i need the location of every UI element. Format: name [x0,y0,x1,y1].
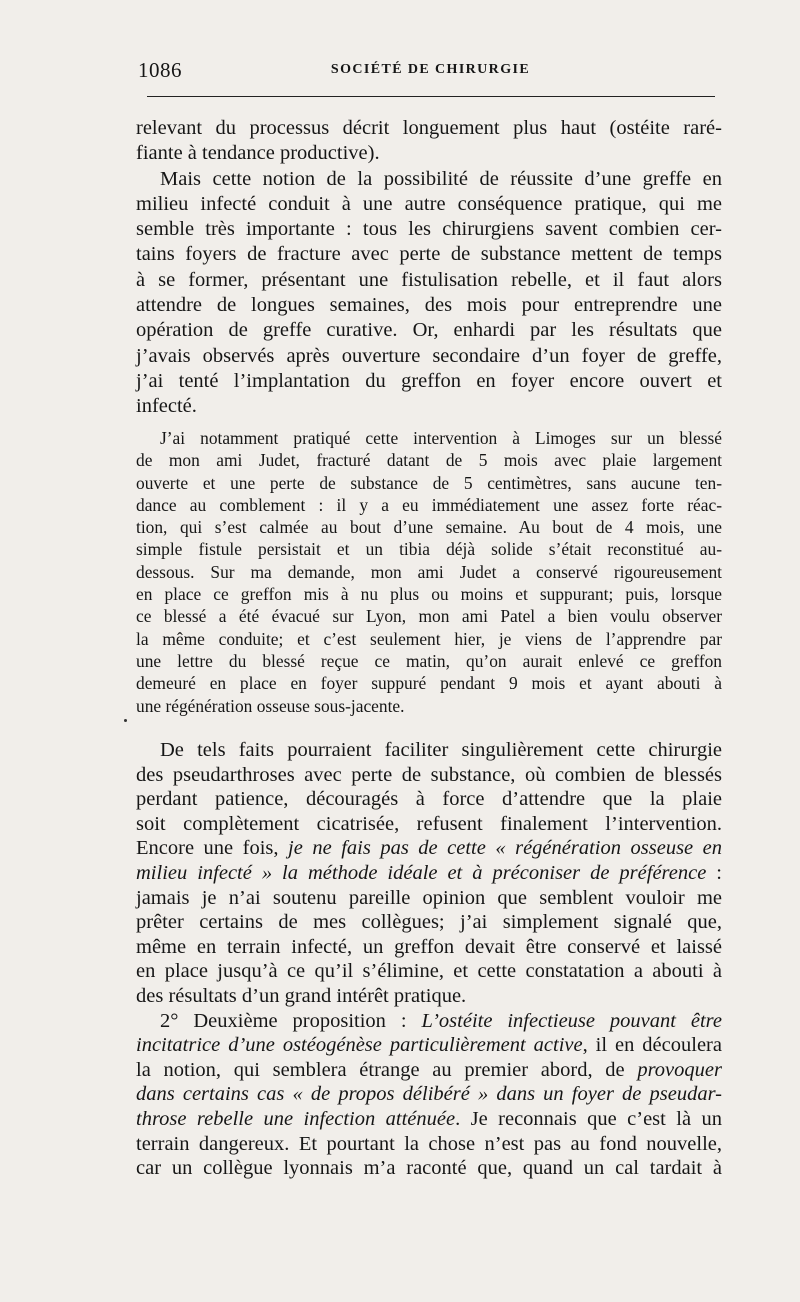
text-line: tion, qui s’est calmée au bout d’une semaine. Au bout de 4 mois, une [136,517,722,538]
text-line: une régénération osseuse sous-jacente. [136,695,405,716]
text-line: jamais je n’ai soutenu pareille opinion que semblent vouloir me [136,886,722,909]
text-line: à se former, présentant une fistulisation rebelle, et il faut alors [136,268,722,291]
italic-run: incitatrice d’une ostéogénèse particulièrement active [136,1034,583,1057]
text-line: semble très importante : tous les chirurgiens savent combien cer- [136,218,722,241]
text-line [136,836,722,861]
text-line: milieu infecté conduit à une autre conséquence pratique, qui me [136,192,722,215]
header-rule [147,96,715,97]
text-line: en place jusqu’à ce qu’il s’élimine, et cette constatation a abouti à [136,960,722,983]
paragraph-block-1 [136,116,722,420]
italic-run: L’ostéite infectieuse pouvant être [421,1009,722,1032]
text-line: de mon ami Judet, fracturé datant de 5 mois avec plaie largement [136,450,722,471]
text-line [136,1107,722,1132]
text-line [136,861,722,886]
text-run: Encore une fois, [136,837,289,860]
text-line: infecté. [136,395,197,418]
text-line: demeuré en place en foyer suppuré pendant 9 mois et ayant abouti à [136,673,722,694]
text-line: car un collègue lyonnais m’a raconté que, quand un cal tardait à [136,1157,722,1180]
text-run: la notion, qui semblera étrange au premier abord, de [136,1058,638,1081]
text-line: perdant patience, découragés à force d’attendre que la plaie [136,788,722,811]
text-line: De tels faits pourraient faciliter singulièrement cette chirurgie [160,739,722,761]
text-line: terrain dangereux. Et pourtant la chose n’est pas au fond nouvelle, [136,1132,722,1155]
text-line: une lettre du blessé reçue ce matin, qu’on aurait enlevé ce greffon [136,650,722,671]
text-line: ouverte et une perte de substance de 5 centimètres, sans aucune ten- [136,472,722,493]
text-line: j’avais observés après ouverture secondaire d’un foyer de greffe, [136,344,722,367]
paragraph-block-2 [136,738,722,1181]
text-line: j’ai tenté l’implantation du greffon en foyer encore ouvert et [136,369,722,392]
text-line: des pseudarthroses avec perte de substance, où combien de blessés [136,763,722,786]
text-line: J’ai notamment pratiqué cette intervention à Limoges sur un blessé [160,428,722,448]
text-line: opération de greffe curative. Or, enhardi par les résultats que [136,319,722,342]
text-run: 2° Deuxième proposition : [160,1009,422,1032]
text-line: des résultats d’un grand intérêt pratique. [136,984,467,1007]
text-line: soit complètement cicatrisée, refusent finalement l’intervention. [136,812,722,835]
text-run: . Je reconnais que c’est là un [455,1107,722,1130]
text-line [136,1033,722,1058]
text-line: simple fistule persistait et un tibia déjà solide s’était reconstitué au- [136,539,722,560]
text-run: : [706,861,722,884]
italic-run: milieu infecté » la méthode idéale et à préconiser de préférence [136,861,707,884]
text-line: dance au comblement : il y a eu immédiatement une assez forte réac- [136,494,722,515]
text-line: en place ce greffon mis à nu plus ou moins et suppurant; puis, lorsque [136,584,722,605]
text-line: même en terrain infecté, un greffon devait être conservé et laissé [136,935,722,958]
italic-run: je ne fais pas de cette « régénération osseuse en [288,837,722,860]
italic-run: provoquer [637,1058,722,1081]
text-line: tains foyers de fracture avec perte de substance mettent de temps [136,243,722,266]
italic-run: throse rebelle une infection atténuée [136,1107,456,1130]
text-line: ce blessé a été évacué sur Lyon, mon ami Patel a bien voulu observer [136,606,722,627]
stray-mark [124,719,127,722]
text-line: prêter certains de mes collègues; j’ai simplement signalé que, [136,911,722,934]
running-title: SOCIÉTÉ DE CHIRURGIE [330,62,531,77]
text-line [136,1082,722,1107]
running-head [138,58,723,86]
italic-run: dans certains cas « de propos délibéré » dans un foyer de pseudar- [136,1083,722,1106]
text-line [136,1009,722,1034]
text-line: dessous. Sur ma demande, mon ami Judet a conservé rigoureusement [136,561,722,582]
text-line: attendre de longues semaines, des mois pour entreprendre une [136,294,722,317]
page-number: 1086 [138,58,182,82]
text-run: , il en découlera [582,1034,722,1057]
text-line: la même conduite; et c’est seulement hier, je viens de l’apprendre par [136,628,722,649]
text-line: relevant du processus décrit longuement plus haut (ostéite raré- [136,117,722,139]
text-line: Mais cette notion de la possibilité de réussite d’une greffe en [160,167,722,190]
text-line [136,1058,722,1083]
text-line: fiante à tendance productive). [136,142,380,165]
quoted-case-report [136,427,722,717]
